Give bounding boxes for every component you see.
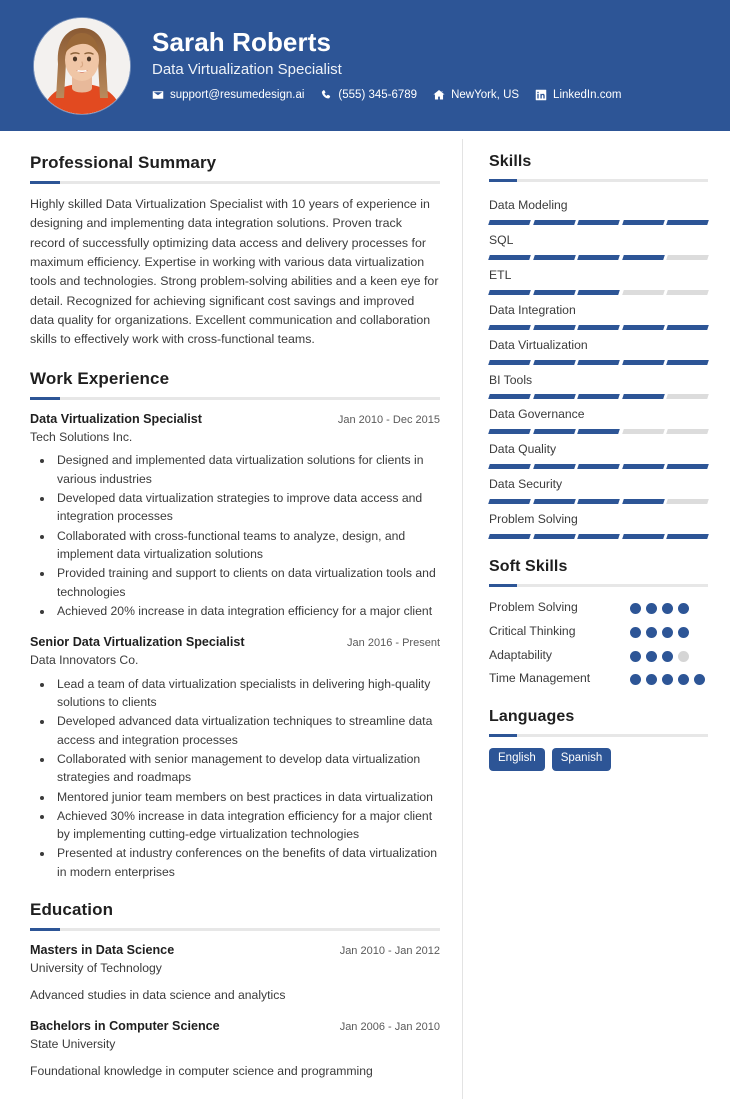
skill-segment (533, 534, 575, 539)
page-title: Sarah Roberts (152, 27, 332, 58)
soft-skill-label: Time Management (489, 671, 591, 686)
list-item: • Lead a team of data virtualization specialists in delivering high-quality solutions to clients (54, 675, 440, 712)
experience-header (30, 634, 440, 651)
skill-label: Data Governance (489, 407, 585, 422)
skill-row (489, 402, 708, 434)
section-title-education: Education (30, 900, 114, 920)
rating-dot (678, 674, 689, 685)
job-title: Data Virtualization Specialist (152, 60, 342, 78)
skill-row (489, 298, 708, 330)
rating-dot (646, 627, 657, 638)
education-description: Advanced studies in data science and analytics (30, 987, 286, 1002)
skill-segment (577, 220, 619, 225)
education-item (30, 1018, 440, 1080)
soft-skill-label: Critical Thinking (489, 623, 576, 638)
sidebar-column (463, 131, 730, 790)
skills-list (489, 193, 708, 539)
section-title-summary: Professional Summary (30, 153, 217, 172)
contact-phone[interactable] (320, 89, 417, 101)
skill-segment (577, 534, 619, 539)
skill-level-bar (489, 394, 708, 399)
list-item: • Provided training and support to clients on data virtualization tools and technologies (54, 564, 440, 601)
skill-label: Data Modeling (489, 198, 568, 212)
rating-dot (694, 674, 705, 685)
contact-list (152, 89, 621, 101)
summary-text: Highly skilled Data Virtualization Specialist with 10 years of experience in designing and implementing data integration solutions. Proven track record of successfully optimizing data access and delivery processes for maximum efficiency. Expertise in working with various data virtualization tools and technologies. Strong problem-solving abilities and a keen eye for detail. Recognized for achieving significant cost savings and improved data quality for organizations. Excellent communication and collaboration skills to effectively work with cross-functional teams. (30, 197, 439, 347)
rating-dot (646, 651, 657, 662)
skill-segment (488, 499, 530, 504)
skill-segment (533, 394, 575, 399)
skill-label: SQL (489, 232, 514, 247)
contact-email[interactable] (152, 89, 304, 101)
soft-skills-list (489, 598, 708, 689)
skill-row (489, 368, 708, 400)
skill-row (489, 228, 708, 260)
rating-dot (630, 627, 641, 638)
contact-location-label: NewYork, US (451, 88, 520, 101)
list-item: • Achieved 20% increase in data integration efficiency for a major client (54, 602, 440, 620)
main-column (0, 131, 462, 1099)
rating-dot (662, 674, 673, 685)
education-degree: Bachelors in Computer Science (30, 1019, 220, 1034)
skill-segment (622, 534, 664, 539)
skill-segment (667, 255, 709, 260)
section-languages (489, 708, 708, 771)
rating-dot (662, 603, 673, 614)
skill-segment (667, 394, 709, 399)
section-rule (489, 584, 708, 587)
experience-company: Tech Solutions Inc. (30, 429, 133, 444)
rating-dot (630, 603, 641, 614)
section-title-soft-skills: Soft Skills (489, 558, 568, 576)
section-rule (30, 928, 440, 931)
soft-skill-rating (630, 646, 708, 662)
list-item: • Presented at industry conferences on the benefits of data virtualization in modern enterprises (54, 844, 440, 881)
skill-level-bar (489, 534, 708, 539)
skill-row (489, 263, 708, 295)
section-rule (30, 397, 440, 400)
avatar (34, 18, 130, 114)
skill-segment (533, 429, 575, 434)
skill-row (489, 472, 708, 504)
soft-skill-row (489, 669, 708, 689)
education-header (30, 942, 440, 959)
skill-segment (622, 499, 664, 504)
soft-skill-row (489, 598, 708, 618)
section-rule (489, 179, 708, 182)
skill-row (489, 507, 708, 539)
section-title-skills: Skills (489, 153, 532, 170)
skill-row (489, 437, 708, 469)
resume-body (0, 131, 730, 1099)
soft-skill-rating (630, 622, 708, 638)
envelope-icon (152, 89, 164, 101)
section-soft-skills (489, 558, 708, 689)
skill-segment (488, 325, 530, 330)
contact-location[interactable] (433, 89, 519, 101)
skill-label: ETL (489, 267, 512, 282)
education-degree: Masters in Data Science (30, 943, 175, 958)
language-chip[interactable]: English (489, 748, 545, 771)
skill-segment (488, 429, 530, 434)
skill-segment (488, 464, 530, 469)
contact-linkedin[interactable] (535, 89, 621, 101)
soft-skill-row (489, 622, 708, 642)
phone-icon (320, 89, 332, 101)
contact-email-label: support@resumedesign.ai (170, 88, 305, 101)
list-item: • Developed data virtualization strategies to improve data access and integration processes (54, 489, 440, 526)
section-skills (489, 153, 708, 539)
list-item: • Mentored junior team members on best practices in data virtualization (54, 788, 440, 806)
skill-level-bar (489, 290, 708, 295)
skill-segment (667, 464, 709, 469)
skill-segment (577, 255, 619, 260)
section-professional-summary (30, 153, 440, 350)
section-rule (30, 181, 440, 184)
soft-skill-rating (630, 669, 708, 685)
skill-segment (622, 290, 664, 295)
experience-role: Data Virtualization Specialist (30, 411, 202, 426)
skill-segment (488, 360, 530, 365)
education-item (30, 942, 440, 1004)
rating-dot (662, 651, 673, 662)
experience-bullets (30, 675, 440, 881)
skill-segment (533, 325, 575, 330)
skill-level-bar (489, 325, 708, 330)
skill-segment (667, 429, 709, 434)
skill-segment (667, 325, 709, 330)
language-chip[interactable]: Spanish (552, 748, 612, 771)
skill-label: Data Security (489, 477, 563, 492)
education-header (30, 1018, 440, 1035)
experience-date: Jan 2010 - Dec 2015 (337, 413, 440, 426)
section-rule (489, 734, 708, 737)
skill-segment (622, 394, 664, 399)
home-icon (433, 89, 445, 101)
skill-label: Problem Solving (489, 512, 578, 527)
skill-segment (622, 255, 664, 260)
skill-segment (533, 360, 575, 365)
list-item: • Achieved 30% increase in data integration efficiency for a major client by implementing cutting-edge virtualization technologies (54, 807, 440, 844)
skill-segment (577, 290, 619, 295)
skill-segment (622, 325, 664, 330)
skill-segment (533, 290, 575, 295)
experience-header (30, 411, 440, 428)
skill-segment (488, 394, 530, 399)
list-item: • Collaborated with cross-functional teams to analyze, design, and implement data virtualization solutions (54, 527, 440, 564)
skill-label: Data Quality (489, 442, 557, 457)
rating-dot (678, 603, 689, 614)
education-date: Jan 2006 - Jan 2010 (339, 1021, 440, 1034)
skill-segment (577, 360, 619, 365)
skill-segment (622, 429, 664, 434)
rating-dot (678, 651, 689, 662)
skill-segment (533, 255, 575, 260)
skill-segment (533, 499, 575, 504)
soft-skill-row (489, 646, 708, 666)
rating-dot (630, 651, 641, 662)
skill-segment (577, 429, 619, 434)
experience-role: Senior Data Virtualization Specialist (30, 635, 245, 650)
skill-segment (622, 220, 664, 225)
list-item: • Collaborated with senior management to develop data virtualization strategies and roadmaps (54, 750, 440, 787)
experience-bullets (30, 451, 440, 620)
rating-dot (646, 674, 657, 685)
rating-dot (678, 627, 689, 638)
rating-dot (630, 674, 641, 685)
skill-segment (577, 325, 619, 330)
skill-segment (488, 290, 530, 295)
skill-segment (667, 499, 709, 504)
list-item: • Developed advanced data virtualization techniques to streamline data access and integration processes (54, 712, 440, 749)
skill-segment (533, 464, 575, 469)
skill-level-bar (489, 360, 708, 365)
skill-segment (622, 360, 664, 365)
skill-segment (667, 220, 709, 225)
section-title-languages: Languages (489, 708, 575, 726)
experience-company: Data Innovators Co. (30, 653, 139, 668)
skill-label: Data Integration (489, 302, 576, 317)
skill-level-bar (489, 255, 708, 260)
skill-segment (667, 534, 709, 539)
skill-segment (577, 394, 619, 399)
skill-label: BI Tools (489, 372, 533, 387)
identity-block (152, 28, 621, 102)
skill-segment (667, 290, 709, 295)
resume-header (0, 0, 730, 131)
skill-level-bar (489, 220, 708, 225)
contact-phone-label: (555) 345-6789 (338, 88, 418, 101)
contact-linkedin-label: LinkedIn.com (553, 88, 622, 101)
skill-segment (488, 220, 530, 225)
skill-row (489, 333, 708, 365)
rating-dot (662, 627, 673, 638)
skill-segment (577, 464, 619, 469)
education-date: Jan 2010 - Jan 2012 (339, 945, 440, 958)
skill-segment (488, 255, 530, 260)
section-work-experience (30, 369, 440, 881)
experience-item (30, 411, 440, 620)
skill-level-bar (489, 429, 708, 434)
experience-date: Jan 2016 - Present (347, 637, 440, 650)
rating-dot (646, 603, 657, 614)
soft-skill-label: Adaptability (489, 647, 553, 662)
list-item: • Designed and implemented data virtualization solutions for clients in various industries (54, 451, 440, 488)
skill-segment (577, 499, 619, 504)
skill-segment (667, 360, 709, 365)
soft-skill-label: Problem Solving (489, 600, 578, 615)
skill-level-bar (489, 499, 708, 504)
skill-row (489, 193, 708, 225)
education-description: Foundational knowledge in computer science and programming (30, 1063, 373, 1078)
section-education (30, 900, 440, 1080)
languages-list (489, 748, 708, 771)
education-school: State University (30, 1037, 116, 1052)
skill-level-bar (489, 464, 708, 469)
skill-label: Data Virtualization (489, 337, 588, 352)
education-school: University of Technology (30, 961, 162, 976)
soft-skill-rating (630, 598, 708, 614)
skill-segment (533, 220, 575, 225)
skill-segment (622, 464, 664, 469)
linkedin-icon (535, 89, 547, 101)
section-title-experience: Work Experience (30, 368, 170, 388)
experience-item (30, 634, 440, 881)
skill-segment (488, 534, 530, 539)
